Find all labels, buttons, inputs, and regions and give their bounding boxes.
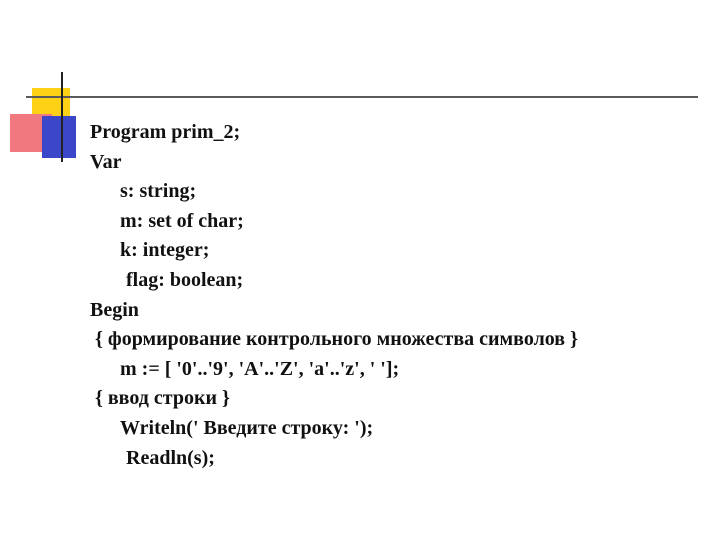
- code-line: k: integer;: [120, 239, 210, 262]
- code-comment-line: { ввод строки }: [95, 387, 230, 410]
- code-line: Program prim_2;: [90, 121, 241, 143]
- code-line: Writeln(' Введите строку: ');: [120, 416, 374, 439]
- code-line: flag: boolean;: [126, 268, 244, 291]
- code-listing: [0, 118, 578, 473]
- code-line: Var: [90, 150, 122, 173]
- code-line: Begin: [90, 298, 139, 321]
- code-line: s: string;: [120, 180, 197, 203]
- code-line: Readln(s);: [126, 446, 215, 469]
- code-line: m := [ '0'..'9', 'A'..'Z', 'a'..'z', ' '];: [120, 357, 400, 380]
- code-comment-line: { формирование контрольного множества символов }: [95, 328, 578, 351]
- ornament-horizontal-rule: [26, 96, 698, 98]
- code-line: m: set of char;: [120, 209, 244, 232]
